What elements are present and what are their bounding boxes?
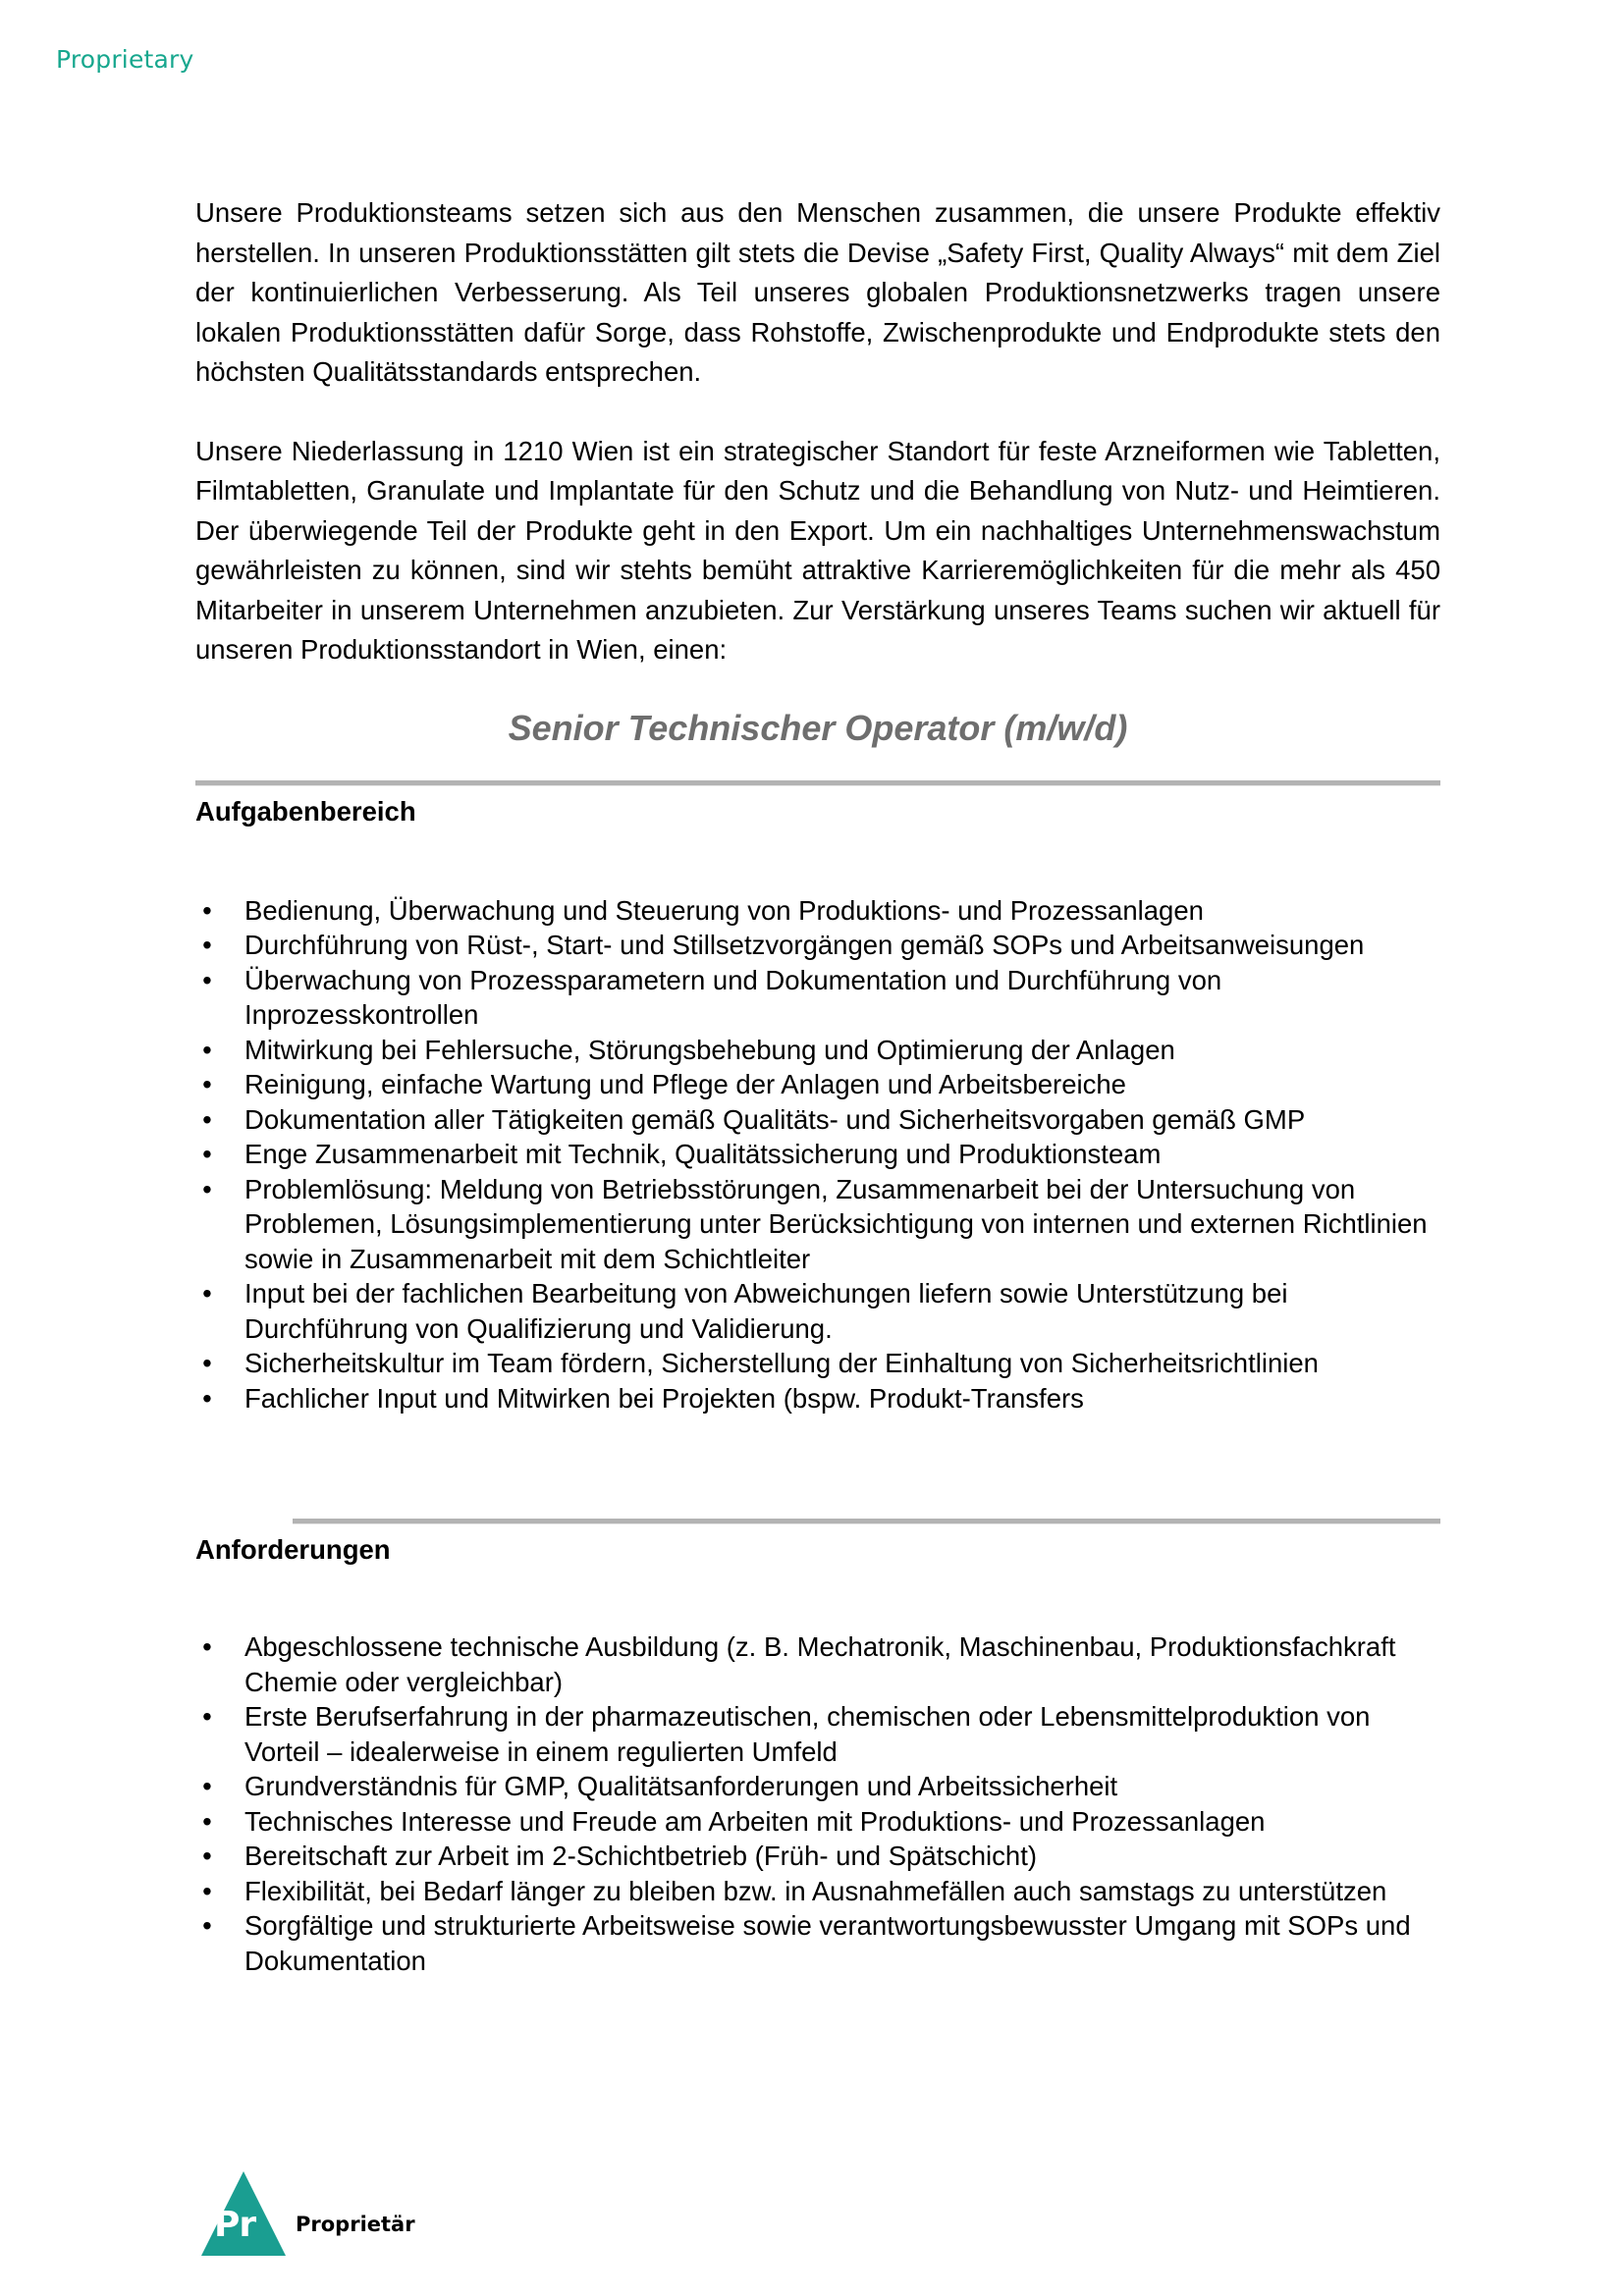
logo-mark: Pr (214, 2205, 256, 2245)
list-item: • Fachlicher Input und Mitwirken bei Projekten (bspw. Produkt-Transfers (195, 1381, 1440, 1416)
bullet-icon: • (202, 1278, 212, 1308)
logo-triangle-icon (201, 2171, 286, 2256)
list-item: • Problemlösung: Meldung von Betriebsstörungen, Zusammenarbeit bei der Untersuchung von Problemen, Lösungsimplementierung unter Berücksichtigung von internen und externen Richtlinien sowie in Zusammenarbeit mit dem Schichtleiter (195, 1172, 1440, 1277)
list-item: • Mitwirkung bei Fehlersuche, Störungsbehebung und Optimierung der Anlagen (195, 1033, 1440, 1068)
logo-wordmark: Proprietär (296, 2213, 415, 2236)
bullet-icon: • (202, 1103, 212, 1135)
bullet-icon: • (202, 1875, 212, 1906)
requirements-heading: Anforderungen (195, 1534, 391, 1565)
list-item: • Reinigung, einfache Wartung und Pflege der Anlagen und Arbeitsbereiche (195, 1067, 1440, 1102)
list-item: • Bedienung, Überwachung und Steuerung von Produktions- und Prozessanlagen (195, 893, 1440, 929)
list-item: • Sicherheitskultur im Team fördern, Sicherstellung der Einhaltung von Sicherheitsrichtlinien (195, 1346, 1440, 1381)
bullet-icon: • (202, 1139, 212, 1169)
bullet-icon: • (202, 930, 212, 960)
bullet-icon: • (202, 964, 212, 995)
intro-paragraph-2: Unsere Niederlassung in 1210 Wien ist ein strategischer Standort für feste Arzneiformen wie Tabletten, Filmtabletten, Granulate und Implantate für den Schutz und die Behandlung von Nutz- und Heimtieren. Der überwiegende Teil der Produkte geht in den Export. Um ein nachhaltiges Unternehmenswachstum gewährleisten zu können, sind wir stehts bemüht attraktive Karrieremöglichkeiten für die mehr als 450 Mitarbeiter in unserem Unternehmen anzubieten. Zur Verstärkung unseres Teams suchen wir aktuell für unseren Produktionsstandort in Wien, einen: (195, 435, 1440, 665)
bullet-icon: • (202, 1034, 212, 1065)
section-divider (293, 1519, 1440, 1524)
bullet-icon: • (202, 1382, 212, 1414)
bullet-icon: • (202, 1173, 212, 1204)
list-item: • Input bei der fachlichen Bearbeitung von Abweichungen liefern sowie Unterstützung bei Durchführung von Qualifizierung und Validierung. (195, 1276, 1440, 1346)
bullet-icon: • (202, 1805, 212, 1837)
requirements-list (195, 1629, 1440, 1978)
list-item: • Technisches Interesse und Freude am Arbeiten mit Produktions- und Prozessanlagen (195, 1804, 1440, 1840)
tasks-list (195, 893, 1440, 1416)
list-item: • Abgeschlossene technische Ausbildung (z. B. Mechatronik, Maschinenbau, Produktionsfachkraft Chemie oder vergleichbar) (195, 1629, 1440, 1699)
list-item: • Grundverständnis für GMP, Qualitätsanforderungen und Arbeitssicherheit (195, 1769, 1440, 1804)
company-logo (201, 2171, 415, 2256)
list-item: • Erste Berufserfahrung in der pharmazeutischen, chemischen oder Lebensmittelproduktion von Vorteil – idealerweise in einem regulierten Umfeld (195, 1699, 1440, 1769)
intro-paragraph-1: Unsere Produktionsteams setzen sich aus den Menschen zusammen, die unsere Produkte effektiv herstellen. In unseren Produktionsstätten gilt stets die Devise „Safety First, Quality Always“ mit dem Ziel der kontinuierlichen Verbesserung. Als Teil unseres globalen Produktionsnetzwerks tragen unsere lokalen Produktionsstätten dafür Sorge, dass Rohstoffe, Zwischenprodukte und Endprodukte stets den höchsten Qualitätsstandards entsprechen. (195, 197, 1440, 387)
list-item: • Durchführung von Rüst-, Start- und Stillsetzvorgängen gemäß SOPs und Arbeitsanweisungen (195, 928, 1440, 963)
job-title: Senior Technischer Operator (m/w/d) (508, 707, 1128, 748)
classification-label: Proprietary (56, 45, 194, 74)
bullet-icon: • (202, 1631, 212, 1662)
bullet-icon: • (202, 1701, 212, 1732)
document-body (195, 193, 1440, 1978)
list-item: • Enge Zusammenarbeit mit Technik, Qualitätssicherung und Produktionsteam (195, 1137, 1440, 1172)
list-item: • Flexibilität, bei Bedarf länger zu bleiben bzw. in Ausnahmefällen auch samstags zu unterstützen (195, 1874, 1440, 1909)
bullet-icon: • (202, 1069, 212, 1099)
list-item: • Überwachung von Prozessparametern und Dokumentation und Durchführung von Inprozesskontrollen (195, 963, 1440, 1033)
tasks-heading: Aufgabenbereich (195, 795, 416, 827)
bullet-icon: • (202, 1771, 212, 1801)
bullet-icon: • (202, 894, 212, 926)
list-item: • Sorgfältige und strukturierte Arbeitsweise sowie verantwortungsbewusster Umgang mit SOPs und Dokumentation (195, 1908, 1440, 1978)
section-divider (195, 780, 1440, 786)
list-item: • Bereitschaft zur Arbeit im 2-Schichtbetrieb (Früh- und Spätschicht) (195, 1839, 1440, 1874)
bullet-icon: • (202, 1841, 212, 1871)
list-item: • Dokumentation aller Tätigkeiten gemäß Qualitäts- und Sicherheitsvorgaben gemäß GMP (195, 1102, 1440, 1138)
bullet-icon: • (202, 1910, 212, 1941)
bullet-icon: • (202, 1348, 212, 1378)
